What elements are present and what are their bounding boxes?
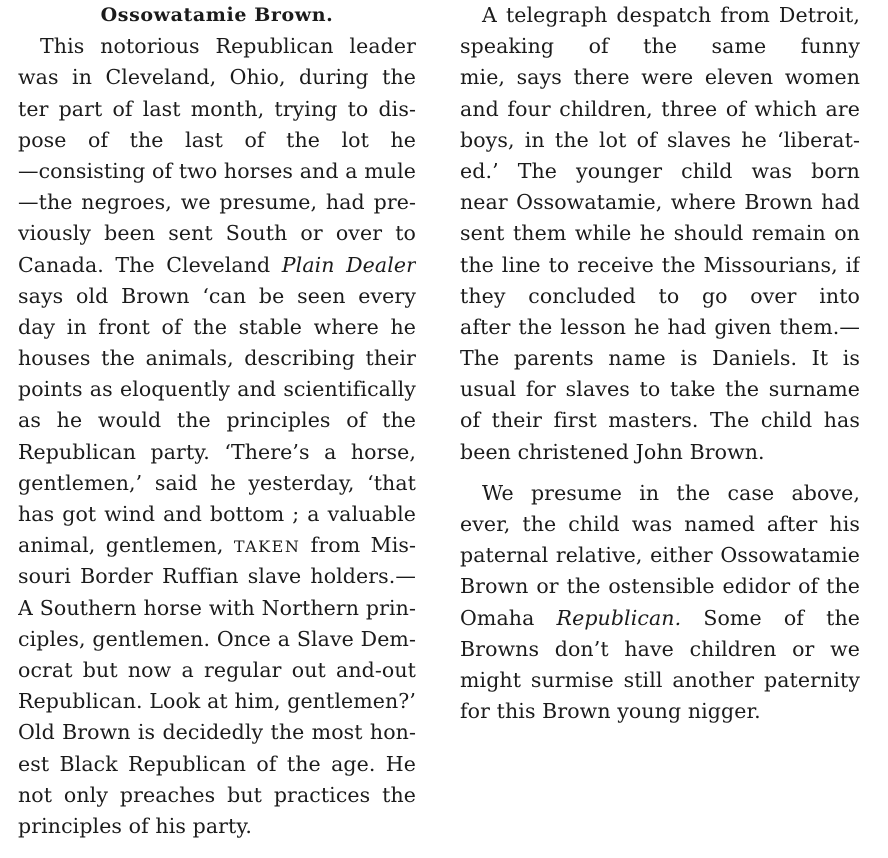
- text-line: says old Brown ‘can be seen every: [18, 283, 416, 308]
- text-line: for this Brown young nigger.: [460, 699, 761, 724]
- text-line: and four children, three of which are: [460, 96, 860, 121]
- text-line: Brown or the ostensible edidor of the: [460, 574, 860, 599]
- text-line: This notorious Republican leader: [40, 34, 416, 59]
- text-span: Omaha: [460, 605, 557, 630]
- italic-text: Plain Dealer: [281, 252, 416, 277]
- text-line: as he would the principles of the: [18, 408, 416, 433]
- text-line: speaking of the same funny: [460, 34, 860, 59]
- text-line: Republican. Look at him, gentlemen?’: [18, 689, 416, 714]
- text-line: sent them while he should remain on: [460, 221, 860, 246]
- text-span: from Mis-: [300, 533, 416, 558]
- text-line: souri Border Ruffian slave holders.—: [18, 564, 416, 589]
- text-line: gentlemen,’ said he yesterday, ‘that: [18, 470, 416, 495]
- text-line: they concluded to go over into: [460, 283, 860, 308]
- text-line: usual for slaves to take the surname: [460, 377, 860, 402]
- text-line: pose of the last of the lot he: [18, 127, 416, 152]
- right-column: [460, 0, 860, 727]
- paragraph-right-1: [460, 0, 860, 468]
- text-line: Republican party. ‘There’s a horse,: [18, 439, 416, 464]
- text-line: ocrat but now a regular out and-out: [18, 657, 416, 682]
- text-line: boys, in the lot of slaves he ‘liberat-: [460, 127, 860, 152]
- text-span: Canada. The Cleveland: [18, 252, 282, 277]
- text-line: Old Brown is decidedly the most hon-: [18, 720, 416, 745]
- paragraph-left: [18, 31, 416, 842]
- text-line: after the lesson he had given them.—: [460, 314, 860, 339]
- text-line: [18, 530, 416, 561]
- text-line: day in front of the stable where he: [18, 314, 416, 339]
- italic-text: Republican.: [556, 605, 682, 630]
- text-span: Some of the: [681, 605, 860, 630]
- smallcaps-text: TAKEN: [233, 537, 301, 557]
- text-line: been christened John Brown.: [460, 439, 765, 464]
- text-line: ever, the child was named after his: [460, 512, 860, 537]
- text-line: not only preaches but practices the: [18, 782, 416, 807]
- text-line: of their first masters. The child has: [460, 408, 860, 433]
- text-line: principles of his party.: [18, 813, 252, 838]
- paragraph-right-2: [460, 478, 860, 728]
- text-line: near Ossowatamie, where Brown had: [460, 190, 860, 215]
- left-column: [18, 0, 416, 842]
- text-line: [18, 250, 416, 281]
- text-line: was in Cleveland, Ohio, during the: [18, 65, 416, 90]
- text-line: has got wind and bottom ; a valuable: [18, 502, 416, 526]
- text-line: A telegraph despatch from Detroit,: [482, 3, 860, 27]
- text-line: est Black Republican of the age. He: [18, 751, 416, 776]
- text-line: The parents name is Daniels. It is: [460, 346, 860, 371]
- text-line: [460, 603, 860, 634]
- headline: Ossowatamie Brown.: [100, 4, 334, 26]
- text-line: ciples, gentlemen. Once a Slave Dem-: [18, 626, 416, 651]
- text-line: mie, says there were eleven women: [460, 65, 860, 90]
- text-line: —consisting of two horses and a mule: [18, 158, 416, 183]
- text-line: houses the animals, describing their: [18, 346, 416, 371]
- text-line: viously been sent South or over to: [18, 221, 416, 246]
- text-line: the line to receive the Missourians, if: [460, 252, 860, 277]
- text-line: A Southern horse with Northern prin-: [18, 595, 416, 620]
- text-line: —the negroes, we presume, had pre-: [18, 190, 416, 215]
- text-line: points as eloquently and scientifically: [18, 377, 416, 402]
- text-line: ed.’ The younger child was born: [460, 158, 860, 183]
- text-line: ter part of last month, trying to dis-: [18, 96, 416, 121]
- text-line: might surmise still another paternity: [460, 667, 860, 692]
- text-line: Browns don’t have children or we: [460, 636, 860, 661]
- text-line: We presume in the case above,: [482, 480, 860, 505]
- text-span: animal, gentlemen,: [18, 533, 234, 558]
- text-line: paternal relative, either Ossowatamie: [460, 543, 860, 568]
- paragraph-gap: [460, 468, 860, 478]
